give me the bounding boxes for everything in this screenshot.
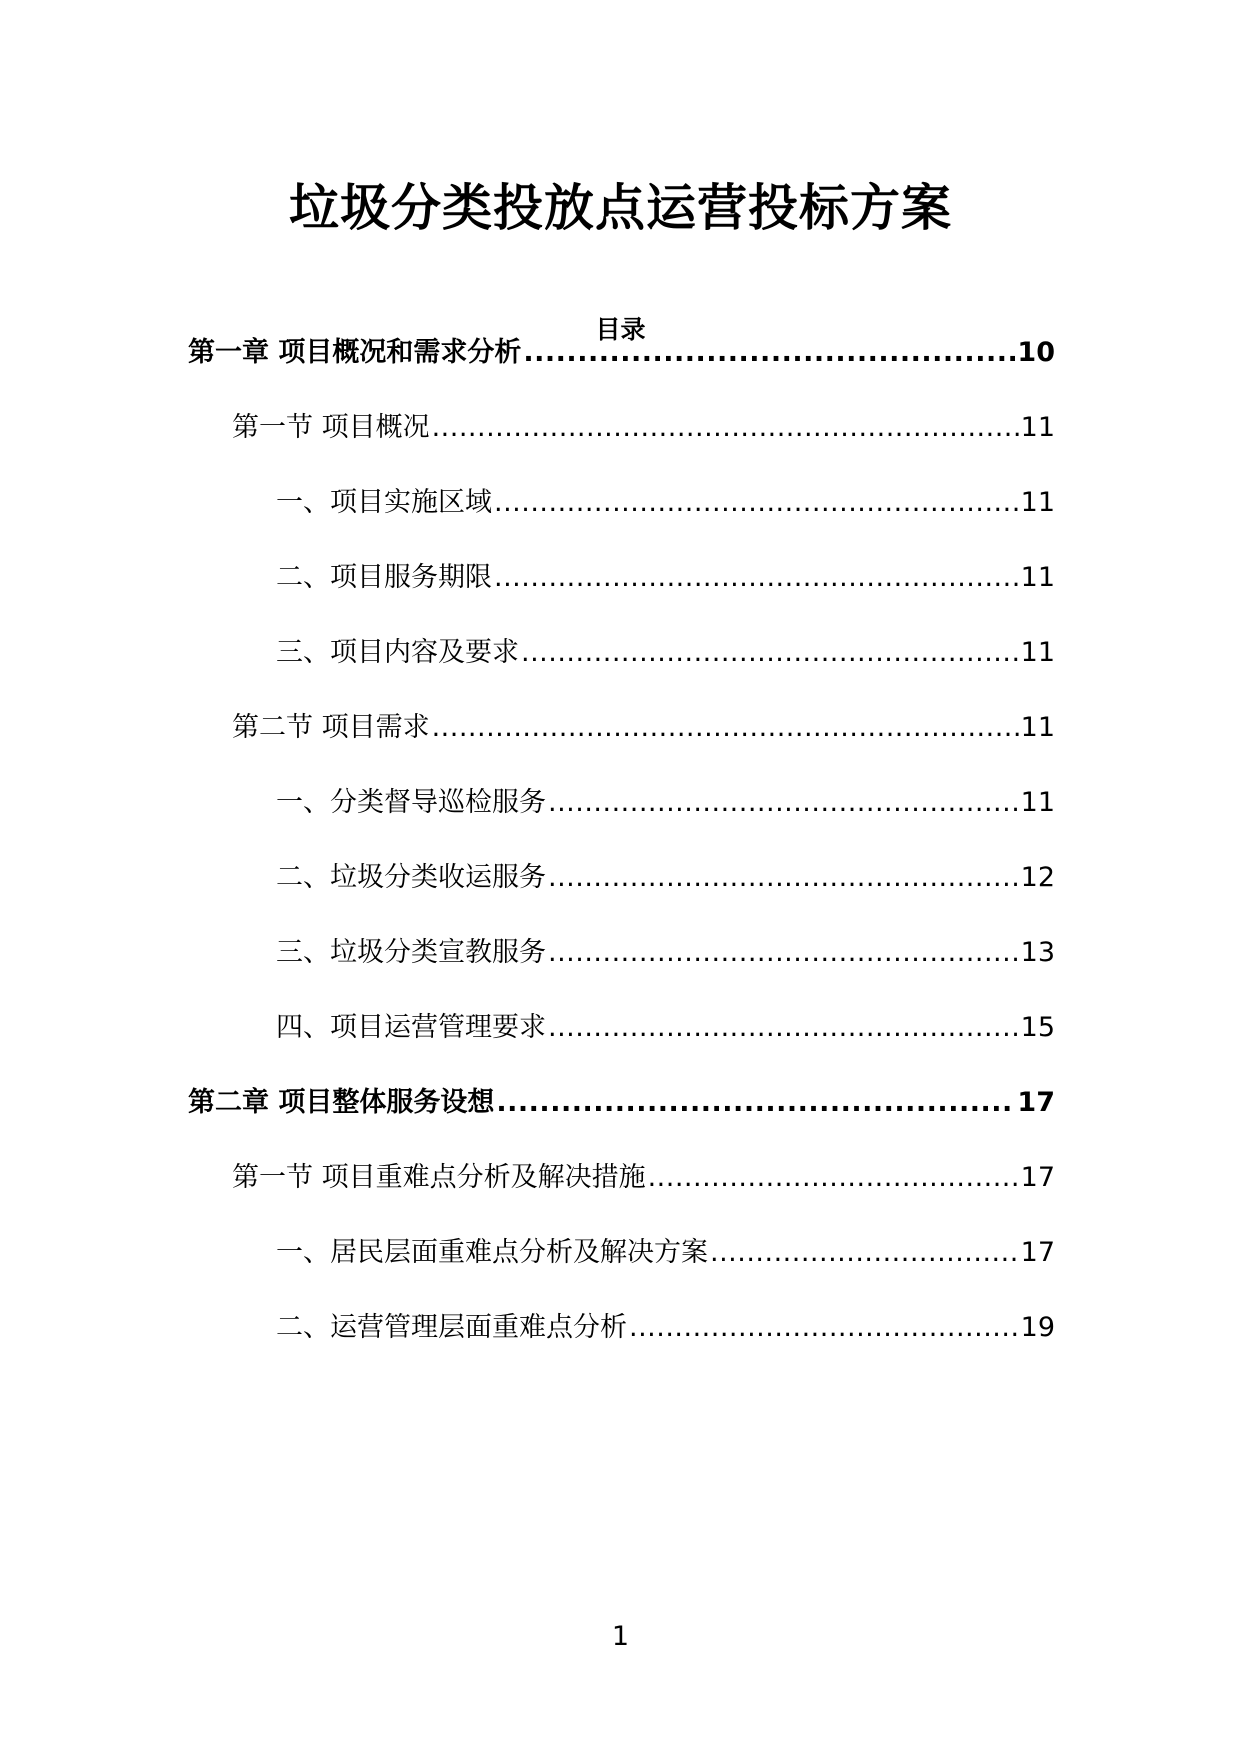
toc-entry-page: 11 [1020,787,1055,818]
toc-dot-leader [548,858,1019,898]
toc-entry-label: 三、垃圾分类宣教服务 [276,937,546,968]
toc-entry-page: 11 [1020,412,1055,443]
toc-entry-subsection[interactable] [276,933,1055,973]
toc-entry-label: 一、居民层面重难点分析及解决方案 [276,1237,708,1268]
toc-entry-subsection[interactable] [276,1008,1055,1048]
toc-entry-section[interactable] [232,408,1055,448]
toc-entry-subsection[interactable] [276,1233,1055,1273]
toc-entry-subsection[interactable] [276,558,1055,598]
toc-entry-label: 第二章 项目整体服务设想 [188,1087,495,1118]
toc-entry-label: 三、项目内容及要求 [276,637,519,668]
toc-heading: 目录 [595,315,646,344]
toc-dot-leader [432,708,1019,748]
toc-entry-label: 第一节 项目概况 [232,412,430,443]
toc-dot-leader [629,1308,1019,1348]
document-title: 垃圾分类投放点运营投标方案 [289,179,952,237]
toc-entry-label: 一、分类督导巡检服务 [276,787,546,818]
toc-entry-label: 一、项目实施区域 [276,487,492,518]
toc-entry-page: 11 [1020,487,1055,518]
toc-dot-leader [548,783,1019,823]
toc-entry-page: 13 [1020,937,1055,968]
toc-entry-page: 12 [1020,862,1055,893]
toc-entry-label: 二、垃圾分类收运服务 [276,862,546,893]
toc-entry-subsection[interactable] [276,483,1055,523]
toc-entry-chapter-2[interactable] [188,1083,1055,1123]
toc-dot-leader [494,483,1019,523]
toc-entry-subsection[interactable] [276,783,1055,823]
toc-entry-label: 第二节 项目需求 [232,712,430,743]
toc-entry-section[interactable] [232,1158,1055,1198]
toc-entry-label: 二、项目服务期限 [276,562,492,593]
toc-entry-page: 11 [1020,637,1055,668]
toc-entry-label: 四、项目运营管理要求 [276,1012,546,1043]
toc-entry-subsection[interactable] [276,633,1055,673]
toc-entry-section[interactable] [232,708,1055,748]
toc-entry-page: 17 [1020,1237,1055,1268]
toc-entry-page: 11 [1020,562,1055,593]
toc-entry-page: 11 [1020,712,1055,743]
page-number: 1 [611,1621,630,1652]
toc-entry-label: 第一章 项目概况和需求分析 [188,337,522,368]
toc-entry-chapter-1[interactable] [188,333,1055,373]
toc-entry-subsection[interactable] [276,1308,1055,1348]
toc-entry-page: 17 [1017,1087,1055,1118]
toc-dot-leader [648,1158,1019,1198]
toc-entry-label: 第一节 项目重难点分析及解决措施 [232,1162,646,1193]
toc-dot-leader [548,933,1019,973]
toc-dot-leader [523,333,1015,373]
toc-entry-page: 17 [1020,1162,1055,1193]
toc-entry-subsection[interactable] [276,858,1055,898]
toc-dot-leader [494,558,1019,598]
toc-entry-page: 10 [1017,337,1055,368]
toc-entry-page: 15 [1020,1012,1055,1043]
toc-entry-page: 19 [1020,1312,1055,1343]
toc-dot-leader [710,1233,1019,1273]
toc-dot-leader [432,408,1019,448]
toc-dot-leader [521,633,1019,673]
toc-dot-leader [496,1083,1015,1123]
toc-entry-label: 二、运营管理层面重难点分析 [276,1312,627,1343]
toc-dot-leader [548,1008,1019,1048]
